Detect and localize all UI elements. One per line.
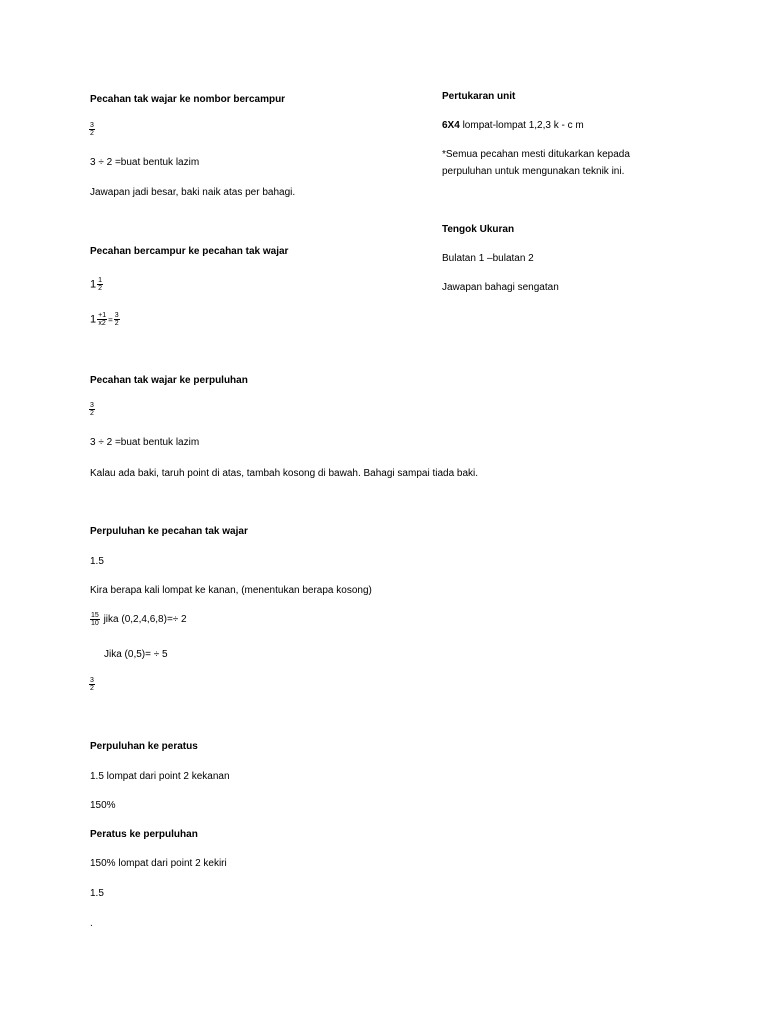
fraction-15-10-rule: $\frac{15}{10}$ jika (0,2,4,6,8)=÷ 2 <box>91 612 187 627</box>
text-remainder-rule: Kalau ada baki, taruh point di atas, tambah kosong di bawah. Bahagi sampai tiada baki. <box>90 468 479 479</box>
text-jump-left: 150% lompat dari point 2 kekiri <box>90 858 227 869</box>
text-circle-rule: Bulatan 1 –bulatan 2 <box>442 253 534 264</box>
text-note-line1: *Semua pecahan mesti ditukarkan kepada <box>442 149 630 160</box>
fraction-3-2: $\frac{3}{2}$ <box>90 402 94 417</box>
fraction-3-2: $\frac{3}{2}$ <box>90 677 94 692</box>
mixed-number-1-1-2: 1 $\frac{1}{2}$ <box>90 277 103 292</box>
text-note-line2: perpuluhan untuk mengunakan teknik ini. <box>442 166 625 177</box>
heading-check-measurement: Tengok Ukuran <box>442 224 515 235</box>
text-division-lazim: 3 ÷ 2 =buat bentuk lazim <box>90 157 200 168</box>
heading-percent-to-decimal: Peratus ke perpuluhan <box>90 829 198 840</box>
mixed-number-conversion: 1 $\frac{+1}{x2}$ = $\frac{3}{2}$ <box>90 312 119 327</box>
heading-decimal-to-improper: Perpuluhan ke pecahan tak wajar <box>90 526 248 537</box>
text-decimal-result: 1.5 <box>90 888 104 899</box>
text-6x4-rule: 6X4 lompat-lompat 1,2,3 k - c m <box>442 120 584 131</box>
fraction-3-2: $\frac{3}{2}$ <box>90 122 94 137</box>
heading-unit-conversion: Pertukaran unit <box>442 91 516 102</box>
text-jump-right: 1.5 lompat dari point 2 kekanan <box>90 771 230 782</box>
text-rule-five: Jika (0,5)= ÷ 5 <box>104 649 168 660</box>
text-period: . <box>90 918 93 929</box>
text-answer-big: Jawapan jadi besar, baki naik atas per bahagi. <box>90 187 296 198</box>
heading-mixed-to-improper: Pecahan bercampur ke pecahan tak wajar <box>90 246 289 257</box>
text-percent-value: 150% <box>90 800 116 811</box>
text-decimal-value: 1.5 <box>90 556 104 567</box>
heading-improper-to-mixed: Pecahan tak wajar ke nombor bercampur <box>90 94 286 105</box>
text-divide-answer: Jawapan bahagi sengatan <box>442 282 559 293</box>
heading-improper-to-decimal: Pecahan tak wajar ke perpuluhan <box>90 375 248 386</box>
heading-decimal-to-percent: Perpuluhan ke peratus <box>90 741 198 752</box>
text-division-lazim: 3 ÷ 2 =buat bentuk lazim <box>90 437 200 448</box>
text-count-jumps: Kira berapa kali lompat ke kanan, (menentukan berapa kosong) <box>90 585 372 596</box>
